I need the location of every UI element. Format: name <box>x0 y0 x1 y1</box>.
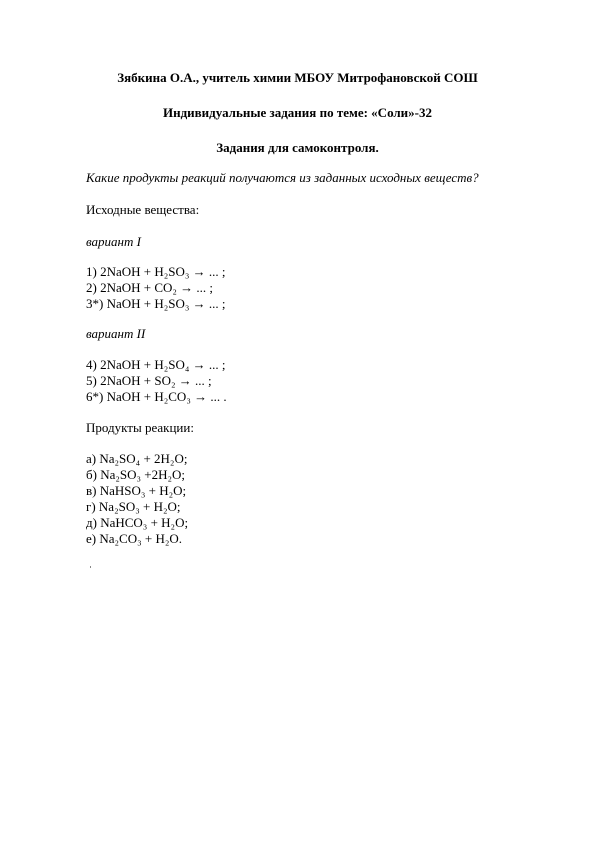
reaction-3: 3*) NaOH + H₂SO₃ → ... ; <box>86 296 226 311</box>
reaction-2: 2) 2NaOH + CO₂ → ... ; <box>86 280 214 295</box>
product-e: е) Na₂CO₃ + H₂O. <box>86 531 183 546</box>
stray-mark <box>90 566 91 568</box>
variant-2-title: вариант II <box>86 326 146 341</box>
product-g: г) Na₂SO₃ + H₂O; <box>86 499 181 514</box>
product-d: д) NaHCO₃ + H₂O; <box>86 515 189 530</box>
reaction-6: 6*) NaOH + H₂CO₃ → ... . <box>86 389 227 404</box>
product-b: б) Na₂SO₃ +2H₂O; <box>86 467 186 482</box>
products-heading: Продукты реакции: <box>86 420 194 435</box>
reaction-5: 5) 2NaOH + SO₂ → ... ; <box>86 373 212 388</box>
variant-1-title: вариант I <box>86 234 141 249</box>
section-title: Задания для самоконтроля. <box>216 140 379 155</box>
question-text: Какие продукты реакций получаются из заданных исходных веществ? <box>86 170 479 185</box>
reaction-4: 4) 2NaOH + H₂SO₄ → ... ; <box>86 357 226 372</box>
reactants-heading: Исходные вещества: <box>86 202 200 217</box>
subject-title: Индивидуальные задания по теме: «Соли»-32 <box>162 105 433 120</box>
reaction-1: 1) 2NaOH + H₂SO₃ → ... ; <box>86 264 226 279</box>
product-v: в) NaHSO₃ + H₂O; <box>86 483 187 498</box>
author-line: Зябкина О.А., учитель химии МБОУ Митрофановской СОШ <box>117 70 478 85</box>
product-a: а) Na₂SO₄ + 2H₂O; <box>86 451 188 466</box>
